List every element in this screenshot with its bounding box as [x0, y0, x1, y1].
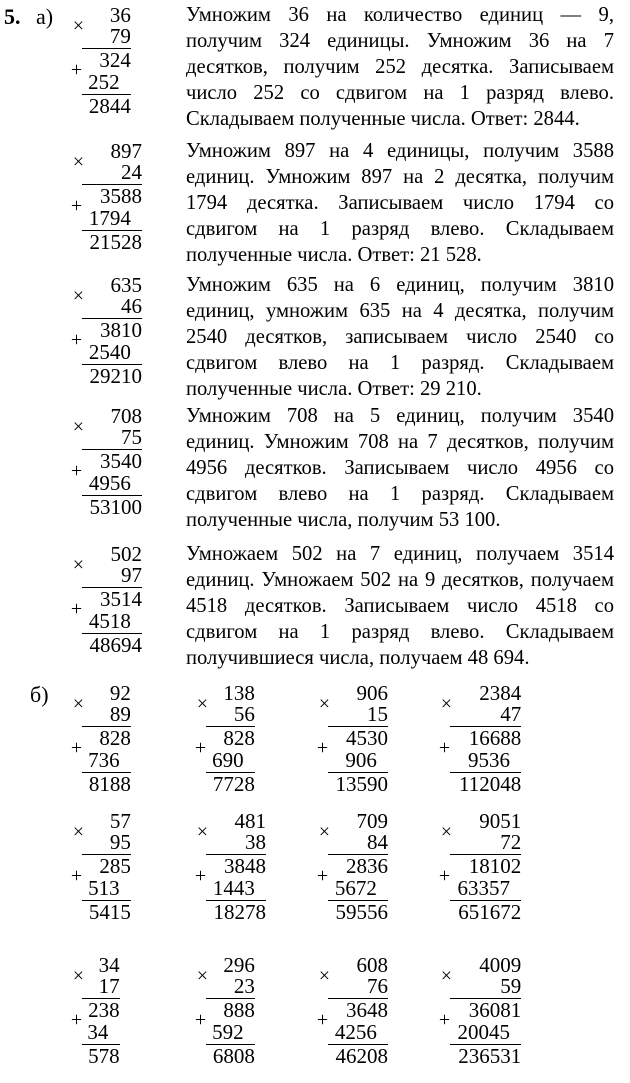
- calc-block-b-4: [438, 681, 540, 796]
- calc-p1: 3588: [100, 184, 142, 208]
- sum-line: [328, 772, 388, 773]
- calc-a: 708: [110, 404, 142, 428]
- calc-b: 75: [121, 425, 142, 449]
- sum-line: [328, 1044, 388, 1045]
- calc-block-b-2: [194, 681, 296, 796]
- plus-sign-icon: +: [194, 865, 207, 887]
- explanation-paragraph: Умножим 897 на 4 единицы, получим 3588 единиц. Умножим 897 на 2 десятка, получим 1794 десятка. Записываем число 1794 со сдвигом на 1 разряд влево. Складываем полученные числа. Ответ: 21 528.: [186, 140, 614, 266]
- product-line: [82, 587, 142, 588]
- calc-p2: 9536: [468, 748, 510, 772]
- sum-line: [82, 900, 131, 901]
- times-sign-icon: ×: [196, 821, 209, 843]
- calc-b: 89: [109, 702, 131, 726]
- calc-p1: 36081: [468, 998, 522, 1022]
- product-line: [450, 998, 521, 999]
- sum-line: [206, 900, 266, 901]
- sum-line: [328, 900, 388, 901]
- calc-a: 608: [356, 953, 388, 977]
- calc-p2: 20045: [457, 1020, 510, 1044]
- calc-block-b-1: [70, 681, 172, 796]
- calc-a: 635: [110, 273, 142, 297]
- product-line: [450, 726, 521, 727]
- calc-a: 709: [356, 809, 388, 833]
- plus-sign-icon: +: [70, 59, 83, 81]
- calc-p1: 16688: [468, 726, 522, 750]
- calc-block-a-4: [70, 404, 172, 519]
- calc-p2: 513: [88, 876, 120, 900]
- sum-line: [82, 94, 131, 95]
- calc-result: 578: [88, 1044, 120, 1068]
- product-line: [82, 726, 131, 727]
- plus-sign-icon: +: [194, 737, 207, 759]
- calc-b: 38: [245, 830, 266, 854]
- plus-sign-icon: +: [70, 329, 83, 351]
- part-a-label: а): [36, 4, 54, 29]
- calc-block-a-5: [70, 542, 172, 657]
- times-sign-icon: ×: [318, 821, 331, 843]
- calc-a: 57: [109, 809, 131, 833]
- calc-result: 5415: [88, 900, 131, 924]
- calc-result: 29210: [89, 364, 142, 388]
- calc-b: 97: [121, 563, 142, 587]
- calc-block-a-3: [70, 273, 172, 388]
- calc-p1: 3514: [100, 587, 142, 611]
- calc-p2: 63357: [457, 876, 510, 900]
- calc-b: 76: [367, 974, 388, 998]
- product-line: [82, 48, 131, 49]
- calc-a: 481: [234, 809, 266, 833]
- task-number: 5.: [4, 4, 21, 29]
- times-sign-icon: ×: [72, 821, 85, 843]
- plus-sign-icon: +: [70, 1009, 83, 1031]
- calc-p2: 4518: [88, 609, 131, 633]
- calc-a: 36: [109, 3, 131, 27]
- times-sign-icon: ×: [72, 416, 85, 438]
- calc-block-b-9: [70, 953, 172, 1068]
- calc-p1: 4530: [346, 726, 388, 750]
- calc-a: 9051: [479, 809, 522, 833]
- times-sign-icon: ×: [72, 285, 85, 307]
- sum-line: [82, 633, 142, 634]
- calc-b: 23: [233, 974, 255, 998]
- product-line: [82, 998, 120, 999]
- calc-result: 8188: [88, 772, 131, 796]
- product-line: [206, 998, 255, 999]
- calc-a: 4009: [479, 953, 522, 977]
- calc-b: 46: [121, 294, 142, 318]
- calc-result: 53100: [89, 495, 142, 519]
- explanation-paragraph: Умножим 635 на 6 единиц, получим 3810 единиц, умножим 635 на 4 десятка, получим 2540 десятков, записываем число 2540 со сдвигом влево на 1 разряд. Складываем полученные числа. Ответ: 29 210.: [186, 274, 614, 400]
- product-line: [328, 998, 388, 999]
- calc-a: 92: [109, 681, 131, 705]
- calc-result: 112048: [458, 772, 522, 796]
- calc-result: 236531: [458, 1044, 522, 1068]
- calc-block-b-8: [438, 809, 540, 924]
- calc-p2: 5672: [334, 876, 377, 900]
- calc-block-b-3: [316, 681, 418, 796]
- calc-block-b-7: [316, 809, 418, 924]
- plus-sign-icon: +: [316, 1009, 329, 1031]
- plus-sign-icon: +: [438, 865, 451, 887]
- calc-p1: 2836: [346, 854, 388, 878]
- calc-p1: 888: [223, 998, 255, 1022]
- product-line: [82, 854, 131, 855]
- calc-result: 13590: [335, 772, 388, 796]
- calc-a: 906: [356, 681, 388, 705]
- explanation-paragraph: Умножим 36 на количество единиц — 9, получим 324 единицы. Умножим 36 на 7 десятков, получим 252 десятка. Записываем число 252 со сдвигом на 1 разряд влево. Складываем полученные числа. Ответ: 2844.: [186, 4, 614, 130]
- times-sign-icon: ×: [318, 693, 331, 715]
- calc-b: 84: [367, 830, 388, 854]
- product-line: [82, 449, 142, 450]
- sum-line: [450, 772, 521, 773]
- calc-p2: 34: [87, 1020, 109, 1044]
- explanation-paragraph: Умножим 708 на 5 единиц, получим 3540 единиц. Умножим 708 на 7 десятков, получим 4956 десятков. Записываем число 4956 со сдвигом влево на 1 разряд. Складываем полученные числа, получим 53 100.: [186, 405, 614, 531]
- times-sign-icon: ×: [318, 965, 331, 987]
- plus-sign-icon: +: [438, 737, 451, 759]
- calc-p1: 18102: [468, 854, 522, 878]
- sum-line: [450, 900, 521, 901]
- calc-b: 56: [233, 702, 255, 726]
- calc-p2: 2540: [88, 340, 131, 364]
- calc-block-b-12: [438, 953, 540, 1068]
- sum-line: [206, 1044, 255, 1045]
- sum-line: [450, 1044, 521, 1045]
- sum-line: [82, 495, 142, 496]
- calc-b: 72: [500, 830, 522, 854]
- calc-p2: 1443: [212, 876, 255, 900]
- calc-p1: 828: [99, 726, 131, 750]
- calc-result: 7728: [212, 772, 255, 796]
- calc-block-b-6: [194, 809, 296, 924]
- times-sign-icon: ×: [72, 15, 85, 37]
- calc-p1: 324: [99, 48, 131, 72]
- calc-block-a-2: [70, 139, 172, 254]
- product-line: [82, 184, 142, 185]
- plus-sign-icon: +: [316, 865, 329, 887]
- calc-block-b-5: [70, 809, 172, 924]
- calc-b: 15: [367, 702, 388, 726]
- calc-p2: 4956: [88, 471, 131, 495]
- calc-a: 502: [110, 542, 142, 566]
- calc-b: 79: [109, 24, 131, 48]
- calc-b: 95: [109, 830, 131, 854]
- calc-block-b-11: [316, 953, 418, 1068]
- calc-p1: 3810: [100, 318, 142, 342]
- times-sign-icon: ×: [72, 693, 85, 715]
- calc-b: 17: [98, 974, 120, 998]
- calc-p2: 1794: [88, 206, 131, 230]
- sum-line: [82, 772, 131, 773]
- calc-result: 6808: [212, 1044, 255, 1068]
- plus-sign-icon: +: [70, 195, 83, 217]
- times-sign-icon: ×: [196, 693, 209, 715]
- plus-sign-icon: +: [194, 1009, 207, 1031]
- calc-p2: 906: [345, 748, 377, 772]
- product-line: [82, 318, 142, 319]
- times-sign-icon: ×: [72, 554, 85, 576]
- product-line: [328, 726, 388, 727]
- times-sign-icon: ×: [196, 965, 209, 987]
- calc-block-a-1: [70, 3, 172, 118]
- plus-sign-icon: +: [70, 460, 83, 482]
- product-line: [328, 854, 388, 855]
- plus-sign-icon: +: [70, 598, 83, 620]
- calc-p1: 238: [88, 998, 120, 1022]
- calc-p1: 828: [223, 726, 255, 750]
- calc-p2: 690: [212, 748, 244, 772]
- calc-p1: 3540: [100, 449, 142, 473]
- calc-b: 47: [500, 702, 522, 726]
- product-line: [450, 854, 521, 855]
- calc-result: 59556: [335, 900, 388, 924]
- calc-a: 2384: [479, 681, 522, 705]
- calc-b: 24: [121, 160, 142, 184]
- calc-result: 46208: [335, 1044, 388, 1068]
- calc-p2: 252: [88, 70, 120, 94]
- calc-a: 138: [223, 681, 255, 705]
- calc-result: 21528: [89, 230, 142, 254]
- calc-a: 34: [98, 953, 120, 977]
- explanation-paragraph: Умножаем 502 на 7 единиц, получаем 3514 единиц. Умножаем 502 на 9 десятков, получаем 4518 десятков. Записываем число 4518 со сдвигом на 1 разряд влево. Складываем получившиеся числа, получаем 48 694.: [186, 543, 614, 669]
- calc-result: 651672: [458, 900, 522, 924]
- calc-a: 897: [110, 139, 142, 163]
- times-sign-icon: ×: [440, 965, 453, 987]
- plus-sign-icon: +: [70, 865, 83, 887]
- calc-p1: 3648: [346, 998, 388, 1022]
- sum-line: [82, 364, 142, 365]
- calc-p2: 736: [88, 748, 120, 772]
- times-sign-icon: ×: [440, 821, 453, 843]
- calc-result: 18278: [213, 900, 266, 924]
- plus-sign-icon: +: [438, 1009, 451, 1031]
- part-b-label: б): [30, 682, 49, 707]
- calc-p1: 3848: [224, 854, 266, 878]
- times-sign-icon: ×: [72, 965, 85, 987]
- sum-line: [82, 1044, 120, 1045]
- calc-p2: 4256: [334, 1020, 377, 1044]
- plus-sign-icon: +: [316, 737, 329, 759]
- sum-line: [82, 230, 142, 231]
- sum-line: [206, 772, 255, 773]
- calc-result: 2844: [88, 94, 131, 118]
- times-sign-icon: ×: [72, 151, 85, 173]
- calc-b: 59: [500, 974, 522, 998]
- calc-a: 296: [223, 953, 255, 977]
- times-sign-icon: ×: [440, 693, 453, 715]
- calc-p1: 285: [99, 854, 131, 878]
- plus-sign-icon: +: [70, 737, 83, 759]
- product-line: [206, 726, 255, 727]
- calc-block-b-10: [194, 953, 296, 1068]
- product-line: [206, 854, 266, 855]
- calc-result: 48694: [89, 633, 142, 657]
- calc-p2: 592: [212, 1020, 244, 1044]
